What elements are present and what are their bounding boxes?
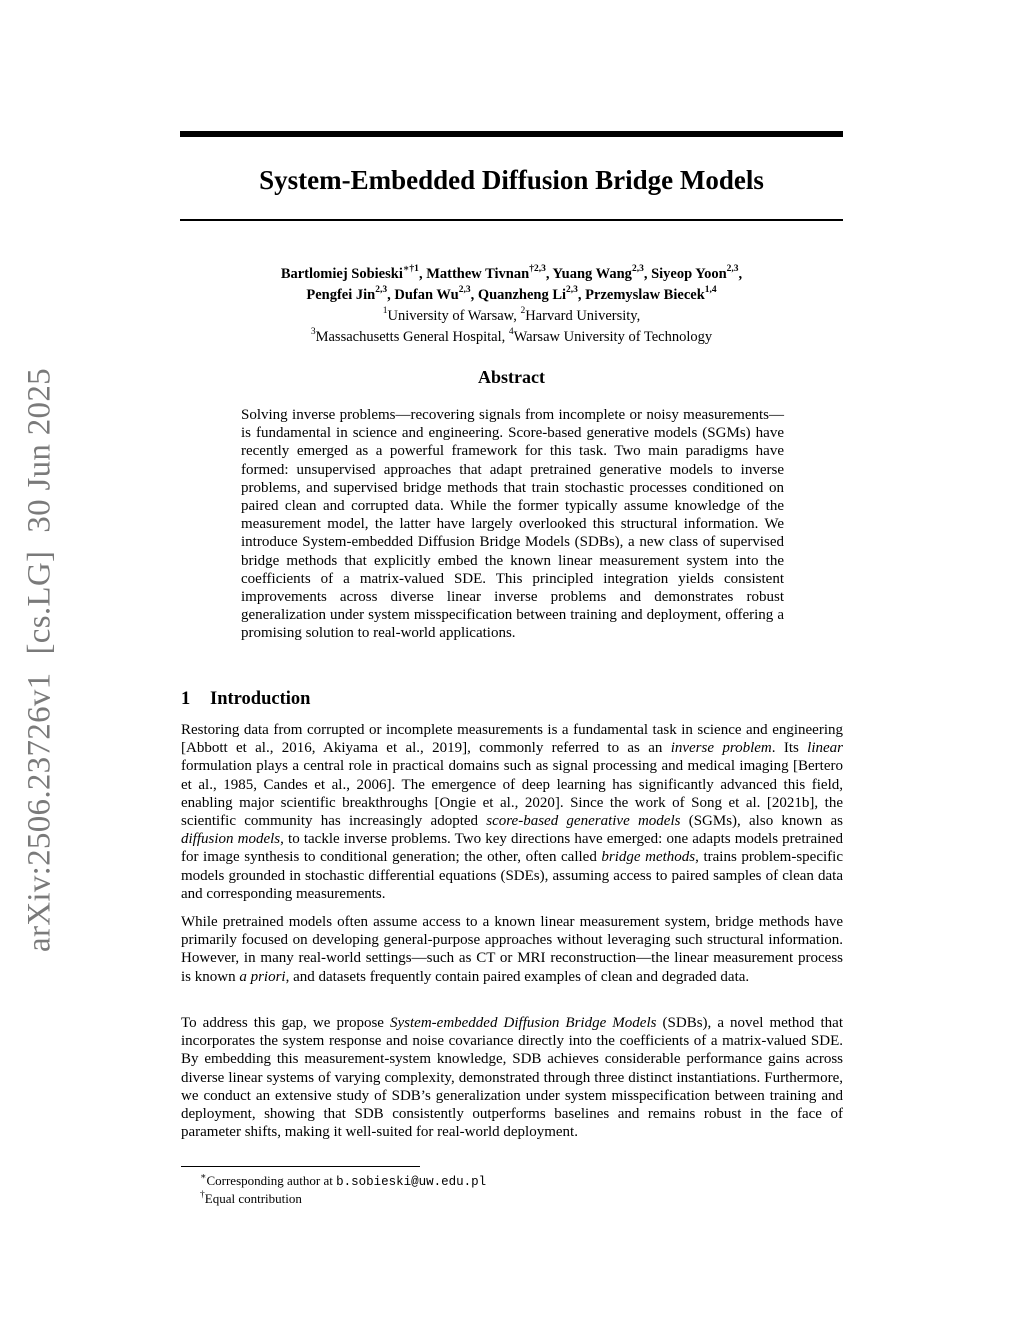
intro-paragraph-1 [181, 721, 843, 903]
author-marks: 2,3 [375, 285, 388, 296]
affiliation-mark: 3 [310, 327, 316, 338]
intro-paragraph-2 [181, 913, 843, 986]
abstract-heading: Abstract [478, 367, 545, 387]
affiliation-mark: 2 [520, 306, 526, 317]
author-line-1: Bartlomiej Sobieski$^{∗\dagger 1}$, Matthew Tivnan$^{\dagger 2,3}$, Yuang Wang$^{2,3}$, Siyeop Yoon$^{2,3}$, [280, 264, 743, 282]
footnote-corresponding-author [200, 1172, 486, 1191]
text-run: . Its [771, 740, 808, 757]
emphasis-term: linear [807, 740, 843, 757]
text-run: formulation plays a central role in practical domains such as signal processing and medical imaging [Bertero et al., 1985, Candes et al., 2006]. The emergence of deep learning has significantly advanced this field, enabling major scientific breakthroughs [Ongie et al., 2020]. Since the work of Song et al. [2021b], the scientific community has increasingly adopted [181, 758, 843, 830]
intro-paragraph-3 [181, 1014, 843, 1141]
footnote-mark: † [200, 1189, 205, 1200]
footnote-equal-contribution [200, 1190, 302, 1207]
text-run: To address this gap, we propose [181, 1015, 391, 1031]
author-name: Przemyslaw Biecek [585, 287, 705, 303]
text-run: While pretrained models often assume access to a known linear measurement system, bridge methods have primarily focused on developing general-purpose approaches without leveraging such structural information. However, in many real-world settings—such as CT or MRI reconstruction—the linear measurement process is known [181, 914, 843, 985]
affiliation-name: Massachusetts General Hospital, [315, 329, 509, 345]
author-name: Siyeop Yoon [651, 266, 727, 282]
author-marks: 2,3 [726, 264, 739, 275]
author-name: Yuang Wang [552, 266, 632, 282]
author-marks: 2,3 [458, 285, 471, 296]
section-heading-introduction [181, 687, 310, 711]
section-title: Introduction [210, 689, 311, 709]
affiliation-mark: 1 [382, 306, 388, 317]
emphasis-term: bridge methods [601, 849, 696, 866]
arxiv-category: [cs.LG] [21, 550, 58, 655]
text-run: , trains problem-specific models grounded in stochastic differential equations (SDEs), assuming access to paired samples of clean data and corresponding measurements. [181, 849, 843, 902]
emphasis-term: diffusion models [181, 831, 281, 848]
affiliation-name: University of Warsaw, [387, 308, 521, 324]
abstract-text: Solving inverse problems—recovering signals from incomplete or noisy measurements—is fundamental in science and engineering. Score-based generative models (SGMs) have recently emerged as a powerful framework for this task. Two main paradigms have formed: unsupervised approaches that adapt pretrained generative models to inverse problems, and supervised bridge methods that train stochastic processes conditioned on paired clean and corrupted data. While the former typically assume knowledge of the measurement model, the latter have largely overlooked this structural information. We introduce System-embedded Diffusion Bridge Models (SDBs), a new class of supervised bridge methods that explicitly embed the known linear measurement system into the coefficients of a matrix-valued SDE. This principled integration yields consistent improvements across diverse linear inverse problems and demonstrates robust generalization under system misspecification between training and deployment, offering a promising solution to real-world applications. [241, 407, 784, 642]
author-name: Quanzheng Li [477, 287, 567, 303]
title-top-rule [180, 131, 843, 137]
emphasis-term: score-based generative models [486, 813, 681, 830]
affiliation-line-1 [180, 306, 843, 327]
author-marks: †2,3 [529, 264, 546, 275]
footnote-text: Equal contribution [204, 1191, 302, 1206]
text-run: Restoring data from corrupted or incomplete measurements is a fundamental task in science and engineering [Abbott et al., 2016, Akiyama et al., 2019], commonly referred to as an [181, 722, 843, 757]
author-marks: ∗†1 [402, 264, 419, 275]
paper-title: System-Embedded Diffusion Bridge Models [259, 165, 764, 195]
arxiv-id: arXiv:2506.23726v1 [21, 672, 58, 952]
author-line-2: Pengfei Jin$^{2,3}$, Dufan Wu$^{2,3}$, Quanzheng Li$^{2,3}$, Przemyslaw Biecek$^{1,4}$ [306, 285, 717, 303]
text-run: (SGMs), also known as [680, 813, 843, 830]
title-bottom-rule [180, 219, 843, 221]
affiliation-mark: 4 [508, 327, 514, 338]
author-name: Pengfei Jin [306, 287, 376, 303]
author-name: Matthew Tivnan [426, 266, 530, 282]
emphasis-term: a priori [239, 968, 286, 985]
email-address: b.sobieski@uw.edu.pl [336, 1175, 487, 1189]
footnote-rule [181, 1166, 420, 1167]
affiliation-name: Harvard University, [525, 308, 641, 324]
text-run: , to tackle inverse problems. Two key directions have emerged: one adapts models pretrained for image synthesis to conditional generation; the other, often called [181, 831, 843, 866]
section-number: 1 [181, 689, 191, 709]
author-name: Bartlomiej Sobieski [280, 266, 403, 282]
author-name: Dufan Wu [394, 287, 459, 303]
author-marks: 2,3 [631, 264, 644, 275]
affiliation-line-2 [180, 327, 843, 348]
text-run: (SDBs), a novel method that incorporates the system response and noise covariance directly into the coefficients of a matrix-valued SDE. By embedding this measurement-system knowledge, SDB achieves considerable performance gains across diverse linear systems of varying complexity, demonstrated through three distinct instantiations. Furthermore, we conduct an extensive study of SDB’s generalization under system misspecification between training and deployment, showing that SDB consistently outperforms baselines and remains robust in the face of parameter shifts, making it well-suited for real-world deployment. [181, 1015, 843, 1141]
footnote-mark: ∗ [200, 1171, 207, 1182]
affiliation-name: Warsaw University of Technology [513, 329, 713, 345]
author-marks: 2,3 [566, 285, 578, 296]
arxiv-sidebar-identifier [22, 368, 59, 952]
emphasis-term: inverse problem [670, 740, 772, 757]
author-marks: 1,4 [704, 285, 717, 296]
arxiv-date: 30 Jun 2025 [21, 368, 58, 533]
emphasis-term: System-embedded Diffusion Bridge Models [390, 1015, 657, 1031]
author-block [180, 264, 843, 348]
text-run: , and datasets frequently contain paired examples of clean and degraded data. [285, 968, 750, 985]
footnote-text: Corresponding author at [206, 1173, 337, 1188]
